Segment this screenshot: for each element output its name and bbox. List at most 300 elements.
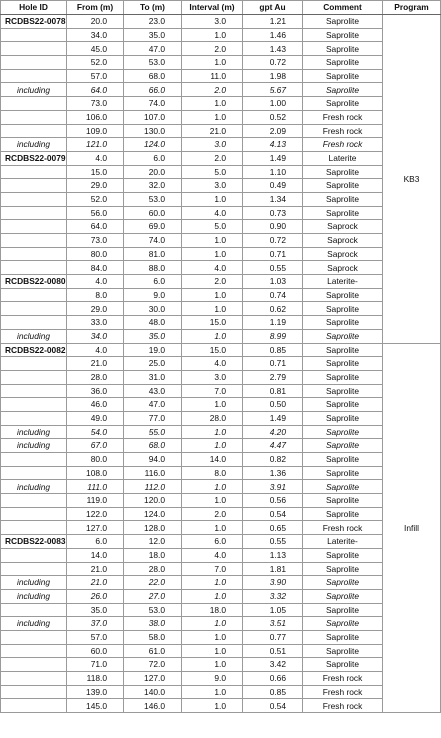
interval-cell: 1.0 [182,576,243,590]
comment-cell: Saprock [303,220,383,234]
hole-id-cell [1,110,67,124]
gpt-au-cell: 1.21 [243,15,303,29]
gpt-au-cell: 1.46 [243,28,303,42]
table-row [1,151,441,165]
table-row [1,507,441,521]
from-cell: 29.0 [67,302,124,316]
interval-cell: 1.0 [182,247,243,261]
to-cell: 127.0 [124,672,182,686]
hole-id-cell: RCDBS22-0078 [1,15,67,29]
header-gpt-au: gpt Au [243,1,303,15]
table-row-including [1,83,441,97]
table-row [1,97,441,111]
gpt-au-cell: 1.00 [243,97,303,111]
comment-cell: Saprolite [303,28,383,42]
hole-id-cell: including [1,576,67,590]
hole-id-cell: RCDBS22-0082 [1,343,67,357]
from-cell: 73.0 [67,97,124,111]
hole-id-cell: including [1,617,67,631]
gpt-au-cell: 0.82 [243,453,303,467]
header-comment: Comment [303,1,383,15]
hole-id-cell [1,206,67,220]
table-row [1,165,441,179]
to-cell: 48.0 [124,316,182,330]
gpt-au-cell: 0.71 [243,247,303,261]
table-row [1,521,441,535]
table-row [1,192,441,206]
table-row [1,343,441,357]
from-cell: 28.0 [67,370,124,384]
interval-cell: 8.0 [182,466,243,480]
interval-cell: 5.0 [182,165,243,179]
to-cell: 6.0 [124,275,182,289]
comment-cell: Saprolite [303,384,383,398]
comment-cell: Saprolite [303,589,383,603]
comment-cell: Saprolite [303,439,383,453]
comment-cell: Saprolite [303,644,383,658]
comment-cell: Saprolite [303,411,383,425]
comment-cell: Saprolite [303,425,383,439]
table-row [1,411,441,425]
from-cell: 67.0 [67,439,124,453]
to-cell: 32.0 [124,179,182,193]
interval-cell: 1.0 [182,329,243,343]
gpt-au-cell: 0.81 [243,384,303,398]
interval-cell: 1.0 [182,288,243,302]
interval-cell: 3.0 [182,370,243,384]
interval-cell: 1.0 [182,589,243,603]
from-cell: 106.0 [67,110,124,124]
to-cell: 12.0 [124,535,182,549]
gpt-au-cell: 0.72 [243,56,303,70]
comment-cell: Saprolite [303,179,383,193]
from-cell: 54.0 [67,425,124,439]
from-cell: 34.0 [67,329,124,343]
hole-id-cell [1,56,67,70]
hole-id-cell [1,466,67,480]
interval-cell: 11.0 [182,69,243,83]
hole-id-cell [1,548,67,562]
gpt-au-cell: 3.32 [243,589,303,603]
interval-cell: 1.0 [182,494,243,508]
interval-cell: 7.0 [182,562,243,576]
comment-cell: Saprolite [303,69,383,83]
header-interval: Interval (m) [182,1,243,15]
hole-id-cell [1,42,67,56]
table-row [1,644,441,658]
to-cell: 120.0 [124,494,182,508]
to-cell: 124.0 [124,507,182,521]
table-row [1,562,441,576]
gpt-au-cell: 0.51 [243,644,303,658]
table-row [1,384,441,398]
gpt-au-cell: 4.20 [243,425,303,439]
gpt-au-cell: 1.98 [243,69,303,83]
comment-cell: Saprolite [303,302,383,316]
to-cell: 112.0 [124,480,182,494]
table-row [1,220,441,234]
from-cell: 64.0 [67,83,124,97]
to-cell: 43.0 [124,384,182,398]
gpt-au-cell: 1.81 [243,562,303,576]
program-cell: Infill [383,343,441,713]
hole-id-cell: including [1,589,67,603]
from-cell: 21.0 [67,576,124,590]
table-row [1,288,441,302]
hole-id-cell [1,261,67,275]
comment-cell: Saprolite [303,56,383,70]
from-cell: 118.0 [67,672,124,686]
table-row-including [1,617,441,631]
hole-id-cell [1,165,67,179]
table-row-including [1,589,441,603]
gpt-au-cell: 0.85 [243,343,303,357]
interval-cell: 1.0 [182,658,243,672]
gpt-au-cell: 1.49 [243,151,303,165]
hole-id-cell: including [1,480,67,494]
comment-cell: Saprock [303,261,383,275]
to-cell: 6.0 [124,151,182,165]
gpt-au-cell: 0.62 [243,302,303,316]
hole-id-cell [1,179,67,193]
interval-cell: 1.0 [182,644,243,658]
hole-id-cell: including [1,439,67,453]
table-row [1,261,441,275]
gpt-au-cell: 0.66 [243,672,303,686]
interval-cell: 28.0 [182,411,243,425]
to-cell: 77.0 [124,411,182,425]
interval-cell: 6.0 [182,535,243,549]
to-cell: 31.0 [124,370,182,384]
interval-cell: 1.0 [182,234,243,248]
gpt-au-cell: 1.36 [243,466,303,480]
hole-id-cell [1,685,67,699]
to-cell: 66.0 [124,83,182,97]
to-cell: 74.0 [124,234,182,248]
hole-id-cell [1,699,67,713]
table-row [1,56,441,70]
comment-cell: Fresh rock [303,138,383,152]
interval-cell: 1.0 [182,56,243,70]
interval-cell: 1.0 [182,425,243,439]
interval-cell: 3.0 [182,138,243,152]
gpt-au-cell: 0.85 [243,685,303,699]
hole-id-cell: including [1,425,67,439]
interval-cell: 1.0 [182,617,243,631]
interval-cell: 1.0 [182,110,243,124]
from-cell: 34.0 [67,28,124,42]
gpt-au-cell: 8.99 [243,329,303,343]
comment-cell: Saprolite [303,562,383,576]
from-cell: 139.0 [67,685,124,699]
to-cell: 19.0 [124,343,182,357]
interval-cell: 1.0 [182,699,243,713]
to-cell: 47.0 [124,398,182,412]
interval-cell: 2.0 [182,151,243,165]
hole-id-cell: including [1,329,67,343]
from-cell: 84.0 [67,261,124,275]
comment-cell: Fresh rock [303,685,383,699]
to-cell: 27.0 [124,589,182,603]
comment-cell: Saprolite [303,329,383,343]
from-cell: 121.0 [67,138,124,152]
comment-cell: Saprock [303,247,383,261]
gpt-au-cell: 0.55 [243,261,303,275]
from-cell: 60.0 [67,644,124,658]
gpt-au-cell: 0.52 [243,110,303,124]
from-cell: 73.0 [67,234,124,248]
comment-cell: Saprolite [303,658,383,672]
comment-cell: Saprolite [303,83,383,97]
table-row [1,206,441,220]
table-row-including [1,576,441,590]
interval-cell: 1.0 [182,398,243,412]
hole-id-cell [1,28,67,42]
gpt-au-cell: 1.19 [243,316,303,330]
comment-cell: Saprolite [303,343,383,357]
from-cell: 6.0 [67,535,124,549]
gpt-au-cell: 4.13 [243,138,303,152]
comment-cell: Saprolite [303,370,383,384]
to-cell: 53.0 [124,56,182,70]
table-row-including [1,425,441,439]
to-cell: 18.0 [124,548,182,562]
interval-cell: 15.0 [182,343,243,357]
to-cell: 69.0 [124,220,182,234]
gpt-au-cell: 1.13 [243,548,303,562]
from-cell: 14.0 [67,548,124,562]
to-cell: 23.0 [124,15,182,29]
interval-cell: 1.0 [182,192,243,206]
comment-cell: Saprolite [303,97,383,111]
header-row [1,1,441,15]
from-cell: 122.0 [67,507,124,521]
to-cell: 94.0 [124,453,182,467]
comment-cell: Laterite- [303,535,383,549]
table-row [1,535,441,549]
interval-cell: 4.0 [182,357,243,371]
table-row-including [1,439,441,453]
hole-id-cell [1,672,67,686]
table-row [1,672,441,686]
from-cell: 15.0 [67,165,124,179]
table-row [1,42,441,56]
interval-cell: 3.0 [182,15,243,29]
from-cell: 108.0 [67,466,124,480]
hole-id-cell [1,234,67,248]
comment-cell: Saprolite [303,507,383,521]
interval-cell: 2.0 [182,275,243,289]
table-row [1,658,441,672]
header-program: Program [383,1,441,15]
interval-cell: 4.0 [182,548,243,562]
hole-id-cell [1,69,67,83]
from-cell: 45.0 [67,42,124,56]
hole-id-cell [1,247,67,261]
comment-cell: Saprolite [303,192,383,206]
table-row [1,357,441,371]
to-cell: 81.0 [124,247,182,261]
gpt-au-cell: 0.72 [243,234,303,248]
from-cell: 46.0 [67,398,124,412]
hole-id-cell [1,494,67,508]
interval-cell: 1.0 [182,630,243,644]
to-cell: 72.0 [124,658,182,672]
interval-cell: 1.0 [182,439,243,453]
table-row [1,398,441,412]
hole-id-cell [1,644,67,658]
from-cell: 4.0 [67,343,124,357]
to-cell: 146.0 [124,699,182,713]
table-row [1,685,441,699]
gpt-au-cell: 0.54 [243,507,303,521]
from-cell: 35.0 [67,603,124,617]
interval-cell: 18.0 [182,603,243,617]
table-row [1,234,441,248]
from-cell: 4.0 [67,151,124,165]
comment-cell: Saprolite [303,288,383,302]
interval-cell: 1.0 [182,302,243,316]
hole-id-cell [1,192,67,206]
to-cell: 68.0 [124,439,182,453]
from-cell: 29.0 [67,179,124,193]
hole-id-cell: RCDBS22-0080 [1,275,67,289]
from-cell: 145.0 [67,699,124,713]
from-cell: 8.0 [67,288,124,302]
hole-id-cell: including [1,138,67,152]
interval-cell: 1.0 [182,685,243,699]
to-cell: 25.0 [124,357,182,371]
comment-cell: Laterite- [303,275,383,289]
from-cell: 80.0 [67,247,124,261]
table-row [1,370,441,384]
interval-cell: 5.0 [182,220,243,234]
comment-cell: Saprolite [303,165,383,179]
interval-cell: 2.0 [182,42,243,56]
comment-cell: Saprolite [303,630,383,644]
to-cell: 130.0 [124,124,182,138]
interval-cell: 3.0 [182,179,243,193]
gpt-au-cell: 0.54 [243,699,303,713]
from-cell: 64.0 [67,220,124,234]
gpt-au-cell: 3.91 [243,480,303,494]
hole-id-cell [1,603,67,617]
gpt-au-cell: 5.67 [243,83,303,97]
from-cell: 36.0 [67,384,124,398]
to-cell: 55.0 [124,425,182,439]
from-cell: 57.0 [67,69,124,83]
hole-id-cell [1,562,67,576]
table-row [1,124,441,138]
header-to: To (m) [124,1,182,15]
to-cell: 47.0 [124,42,182,56]
interval-cell: 2.0 [182,507,243,521]
hole-id-cell [1,220,67,234]
comment-cell: Fresh rock [303,521,383,535]
from-cell: 127.0 [67,521,124,535]
gpt-au-cell: 1.05 [243,603,303,617]
from-cell: 80.0 [67,453,124,467]
from-cell: 37.0 [67,617,124,631]
gpt-au-cell: 0.50 [243,398,303,412]
gpt-au-cell: 2.09 [243,124,303,138]
hole-id-cell: RCDBS22-0079 [1,151,67,165]
table-row [1,494,441,508]
interval-cell: 4.0 [182,261,243,275]
gpt-au-cell: 0.71 [243,357,303,371]
hole-id-cell [1,370,67,384]
to-cell: 38.0 [124,617,182,631]
comment-cell: Fresh rock [303,110,383,124]
table-row [1,316,441,330]
to-cell: 128.0 [124,521,182,535]
hole-id-cell [1,453,67,467]
table-row-including [1,138,441,152]
from-cell: 52.0 [67,192,124,206]
interval-cell: 1.0 [182,97,243,111]
gpt-au-cell: 0.56 [243,494,303,508]
comment-cell: Fresh rock [303,124,383,138]
to-cell: 30.0 [124,302,182,316]
table-row-including [1,329,441,343]
comment-cell: Laterite [303,151,383,165]
hole-id-cell [1,398,67,412]
hole-id-cell [1,124,67,138]
hole-id-cell: RCDBS22-0083 [1,535,67,549]
hole-id-cell [1,521,67,535]
to-cell: 35.0 [124,28,182,42]
hole-id-cell [1,302,67,316]
table-row [1,302,441,316]
comment-cell: Saprolite [303,617,383,631]
gpt-au-cell: 0.73 [243,206,303,220]
hole-id-cell [1,658,67,672]
from-cell: 4.0 [67,275,124,289]
from-cell: 56.0 [67,206,124,220]
from-cell: 52.0 [67,56,124,70]
table-row [1,466,441,480]
header-from: From (m) [67,1,124,15]
header-hole-id: Hole ID [1,1,67,15]
gpt-au-cell: 0.55 [243,535,303,549]
interval-cell: 7.0 [182,384,243,398]
gpt-au-cell: 0.77 [243,630,303,644]
table-row [1,28,441,42]
table-row [1,699,441,713]
gpt-au-cell: 1.10 [243,165,303,179]
comment-cell: Saprolite [303,453,383,467]
comment-cell: Saprolite [303,466,383,480]
to-cell: 58.0 [124,630,182,644]
to-cell: 53.0 [124,192,182,206]
hole-id-cell [1,97,67,111]
comment-cell: Fresh rock [303,672,383,686]
to-cell: 22.0 [124,576,182,590]
interval-cell: 4.0 [182,206,243,220]
gpt-au-cell: 3.90 [243,576,303,590]
interval-cell: 1.0 [182,28,243,42]
to-cell: 116.0 [124,466,182,480]
from-cell: 109.0 [67,124,124,138]
to-cell: 53.0 [124,603,182,617]
hole-id-cell [1,357,67,371]
table-row [1,179,441,193]
from-cell: 57.0 [67,630,124,644]
hole-id-cell [1,288,67,302]
to-cell: 107.0 [124,110,182,124]
interval-cell: 21.0 [182,124,243,138]
comment-cell: Fresh rock [303,699,383,713]
